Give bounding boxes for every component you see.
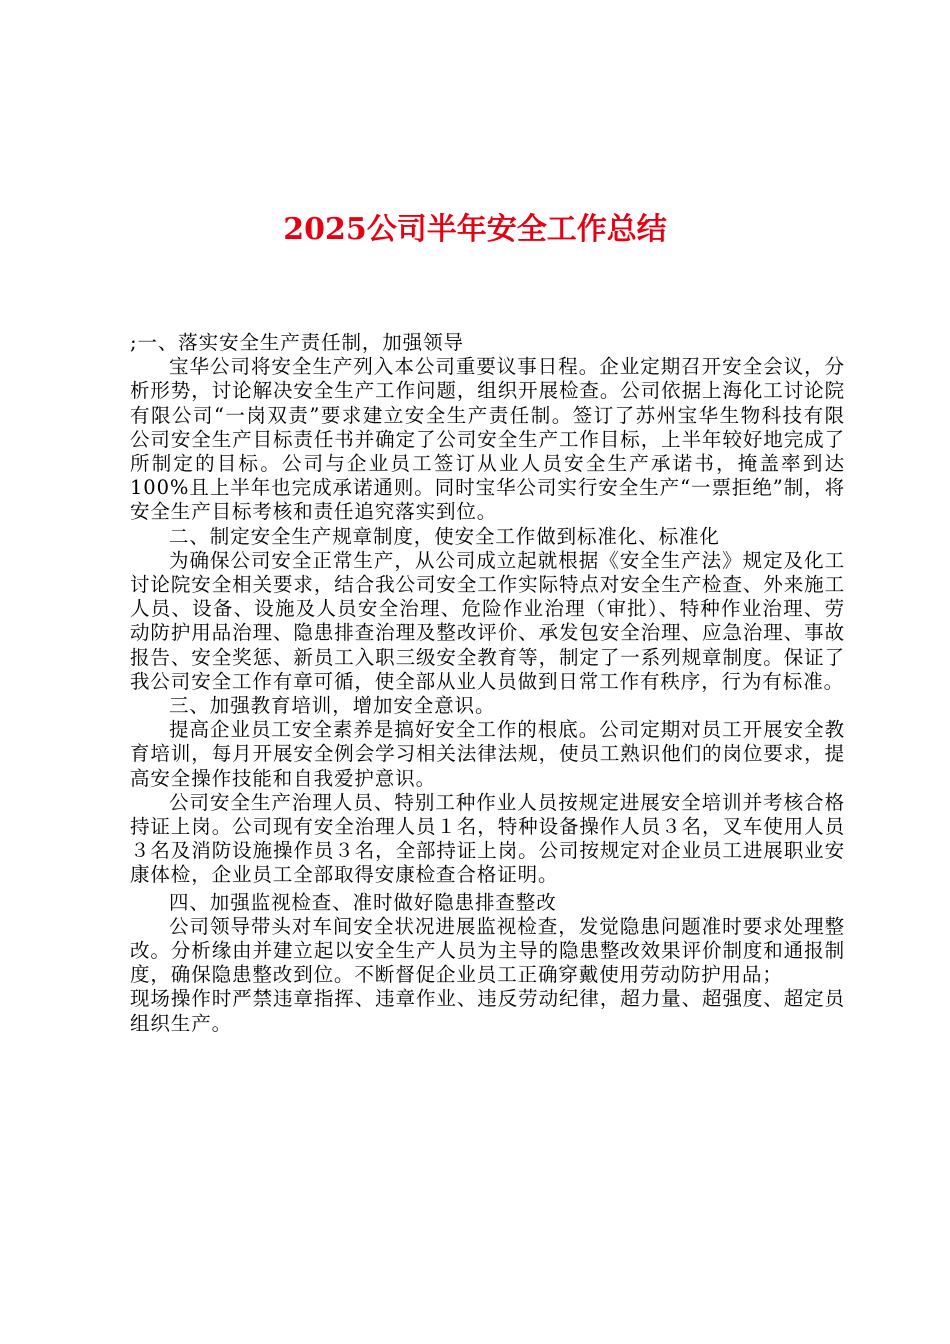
paragraph-certification: 公司安全生产治理人员、特别工种作业人员按规定进展安全培训并考核合格持证上岗。公司现有安全治理人员１名，特种设备操作人员３名，叉车使用人员３名及消防设施操作员３名，全部持证上岗。公司按规定对企业员工进展职业安康体检，企业员工全部取得安康检查合格证明。 — [130, 790, 845, 887]
section-heading-2: 二、制定安全生产规章制度，使安全工作做到标准化、标准化 — [169, 524, 720, 548]
paragraph-operation-rules: 现场操作时严禁违章指挥、违章作业、违反劳动纪律，超力量、超强度、超定员组织生产。 — [130, 987, 845, 1035]
paragraph-inspection: 公司领导带头对车间安全状况进展监视检查，发觉隐患问题准时要求处理整改。分析缘由并建立起以安全生产人员为主导的隐患整改效果评价制度和通报制度，确保隐患整改到位。不断督促企业员工正确穿戴使用劳动防护用品； — [130, 914, 845, 987]
section-heading-4: 四、加强监视检查、准时做好隐患排查整改 — [169, 890, 557, 914]
document-title: 2025公司半年安全工作总结 — [283, 212, 667, 247]
paragraph-regulations: 为确保公司安全正常生产，从公司成立起就根据《安全生产法》规定及化工讨论院安全相关要求，结合我公司安全工作实际特点对安全生产检查、外来施工人员、设备、设施及人员安全治理、危险作业治理（审批）、特种作业治理、劳动防护用品治理、隐患排查治理及整改评价、承发包安全治理、应急治理、事故报告、安全奖惩、新员工入职三级安全教育等，制定了一系列规章制度。保证了我公司安全工作有章可循，使全部从业人员做到日常工作有秩序，行为有标准。 — [130, 548, 845, 693]
paragraph-training: 提高企业员工安全素养是搞好安全工作的根底。公司定期对员工开展安全教育培训，每月开展安全例会学习相关法律法规，使员工熟识他们的岗位要求，提高安全操作技能和自我爱护意识。 — [130, 718, 845, 790]
paragraph-responsibility: 宝华公司将安全生产列入本公司重要议事日程。企业定期召开安全会议，分析形势，讨论解决安全生产工作问题，组织开展检查。公司依据上海化工讨论院有限公司“一岗双责”要求建立安全生产责任制。签订了苏州宝华生物科技有限公司安全生产目标责任书并确定了公司安全生产工作目标，上半年较好地完成了所制定的目标。公司与企业员工签订从业人员安全生产承诺书，掩盖率到达100%且上半年也完成承诺通则。同时宝华公司实行安全生产“一票拒绝”制，将安全生产目标考核和责任追究落实到位。 — [130, 355, 845, 524]
document-body — [130, 331, 845, 1036]
section-heading-3: 三、加强教育培训，增加安全意识。 — [169, 694, 496, 718]
section-heading-1: ;一、落实安全生产责任制，加强领导 — [130, 331, 464, 354]
